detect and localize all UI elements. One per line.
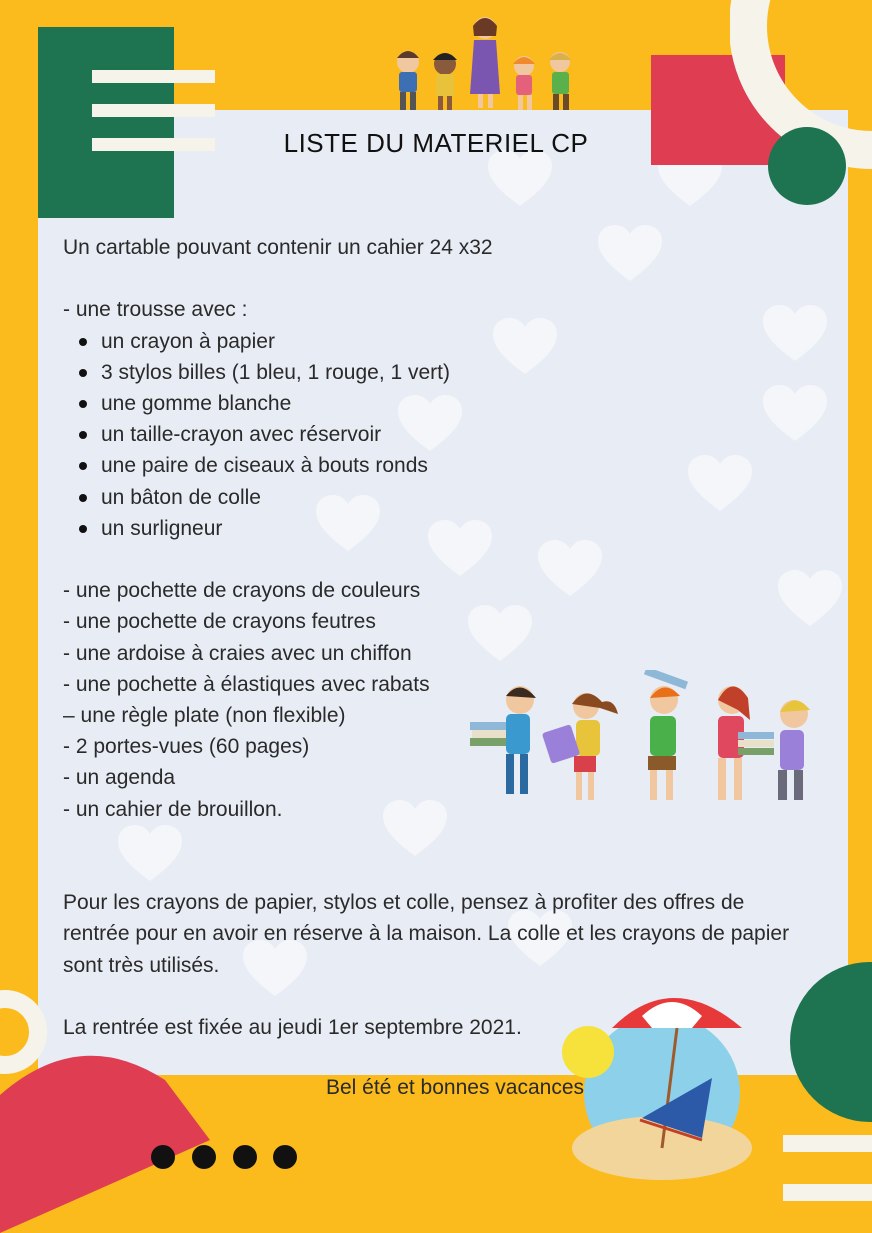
cream-stripe	[92, 104, 215, 117]
list-item: - une ardoise à craies avec un chiffon	[63, 641, 412, 665]
closing-line: Bel été et bonnes vacances	[326, 1076, 585, 1099]
list-item: une paire de ciseaux à bouts ronds	[79, 450, 863, 481]
list-item: - un cahier de brouillon.	[63, 797, 283, 821]
list-item: - 2 portes-vues (60 pages)	[63, 735, 310, 759]
trousse-list	[63, 326, 863, 544]
note-line: rentrée pour en avoir en réserve à la maison. La colle et les crayons de papier	[63, 922, 790, 946]
black-dot	[192, 1145, 216, 1169]
red-half-disc	[0, 1035, 215, 1233]
black-dot	[273, 1145, 297, 1169]
black-dot	[233, 1145, 257, 1169]
note-line: sont très utilisés.	[63, 953, 220, 977]
cream-stripe	[783, 1184, 872, 1201]
list-item: - une pochette de crayons de couleurs	[63, 579, 421, 603]
list-item: un taille-crayon avec réservoir	[79, 419, 863, 450]
list-item: un crayon à papier	[79, 326, 863, 357]
trousse-heading: - une trousse avec :	[63, 298, 248, 322]
list-item: un surligneur	[79, 513, 863, 544]
supply-list	[63, 232, 863, 1043]
list-item: une gomme blanche	[79, 388, 863, 419]
note-line: Pour les crayons de papier, stylos et colle, pensez à profiter des offres de	[63, 891, 745, 915]
list-item: - une pochette à élastiques avec rabats	[63, 672, 430, 696]
page-title: LISTE DU MATERIEL CP	[283, 128, 589, 158]
black-dot	[151, 1145, 175, 1169]
list-item: - un agenda	[63, 766, 176, 790]
date-line: La rentrée est fixée au jeudi 1er septembre 2021.	[63, 1016, 522, 1039]
cream-stripe	[783, 1135, 872, 1152]
children-teacher-illustration	[388, 14, 578, 114]
green-block	[38, 27, 174, 218]
list-item: – une règle plate (non flexible)	[63, 704, 346, 728]
intro-line: Un cartable pouvant contenir un cahier 24 x32	[63, 236, 493, 259]
cream-stripe	[92, 70, 215, 83]
list-item: 3 stylos billes (1 bleu, 1 rouge, 1 vert)	[79, 357, 863, 388]
list-item: - une pochette de crayons feutres	[63, 610, 376, 634]
list-item: un bâton de colle	[79, 482, 863, 513]
